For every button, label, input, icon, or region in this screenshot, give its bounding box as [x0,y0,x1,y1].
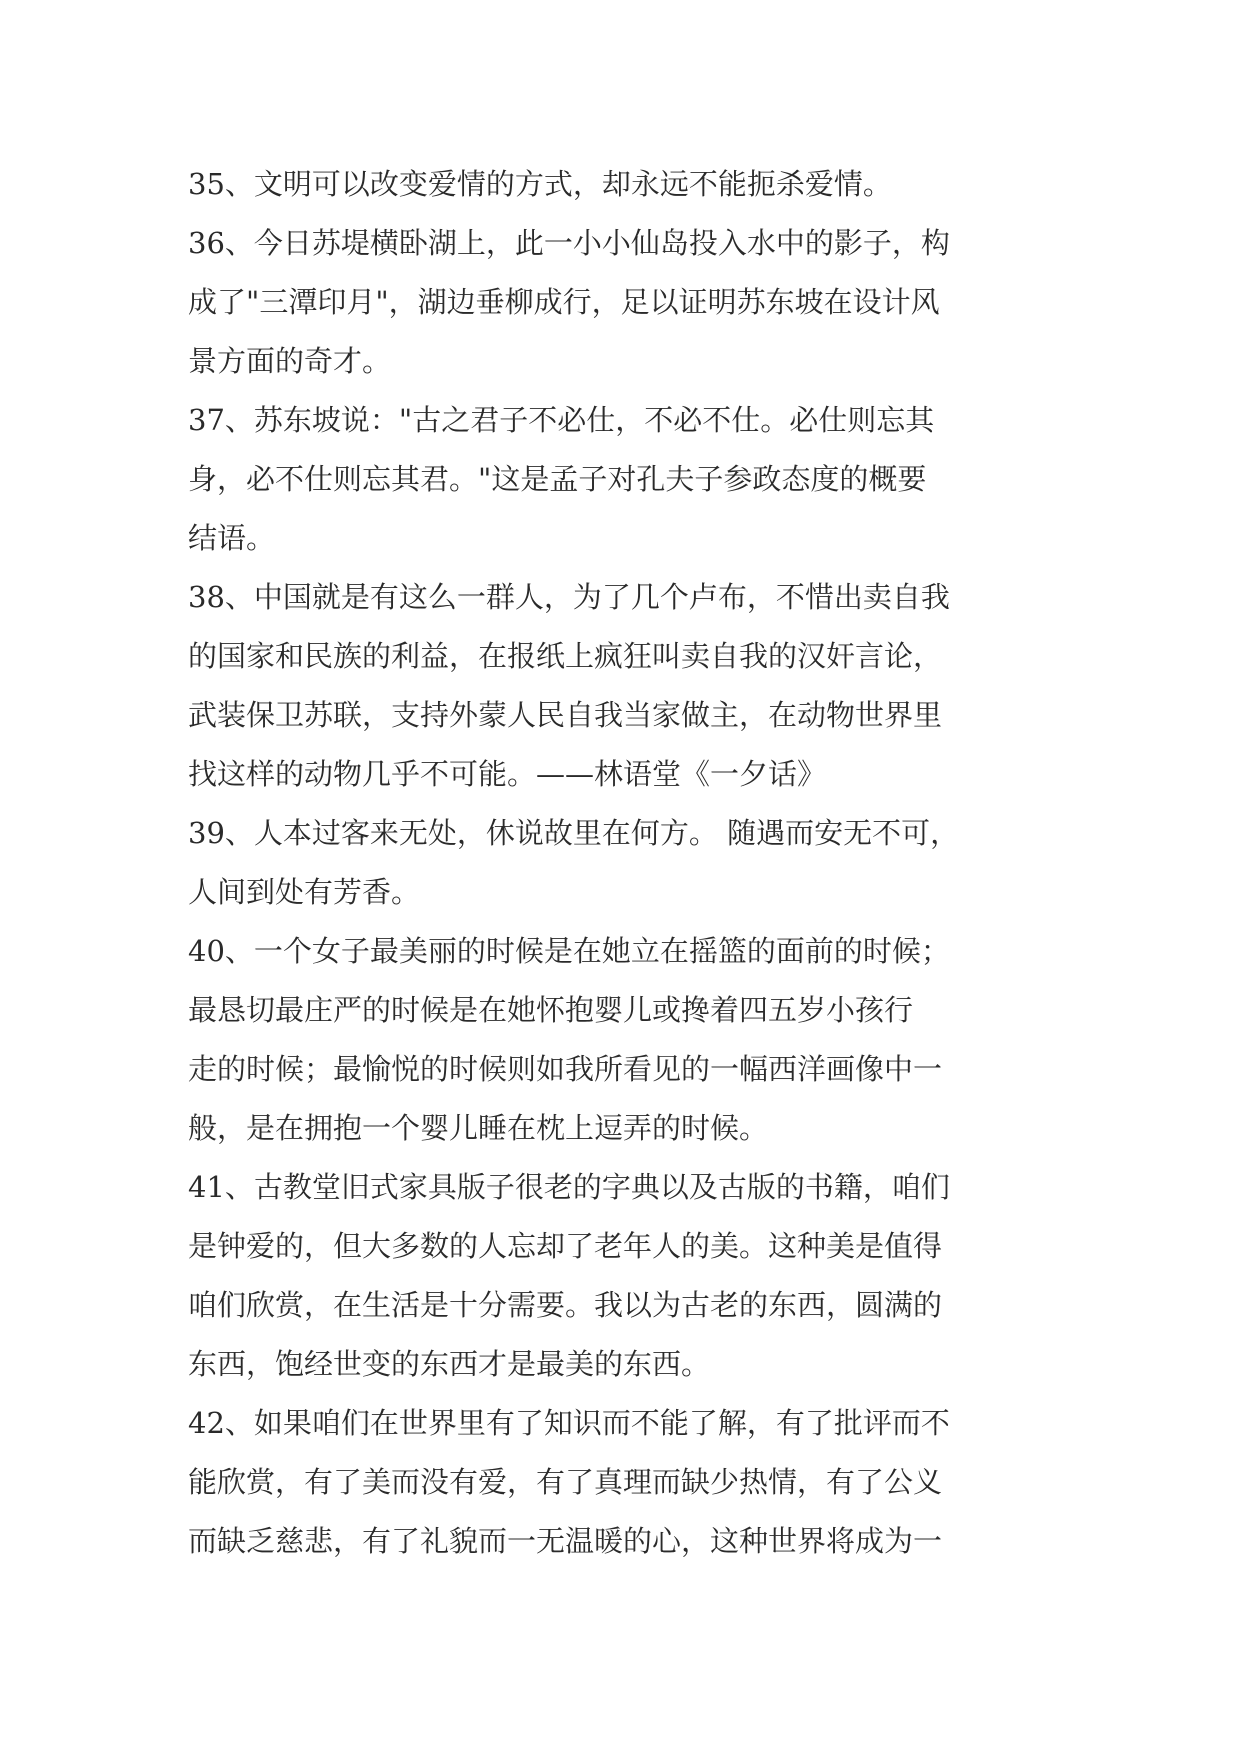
quote-40-line-1: 40、一个女子最美丽的时候是在她立在摇篮的面前的时候； [188,934,950,968]
quote-text-block [188,155,1068,1571]
quote-38-line-4: 找这样的动物几乎不可能。——林语堂《一夕话》 [188,757,827,791]
quote-36-line-2: 成了"三潭印月"，湖边垂柳成行，足以证明苏东坡在设计风 [188,285,940,319]
quote-40-line-3: 走的时候；最愉悦的时候则如我所看见的一幅西洋画像中一 [188,1052,943,1086]
quote-40-line-2: 最恳切最庄严的时候是在她怀抱婴儿或搀着四五岁小孩行 [188,993,914,1027]
quote-40-line-4: 般，是在拥抱一个婴儿睡在枕上逗弄的时候。 [188,1111,769,1145]
quote-37-line-3: 结语。 [188,521,276,555]
quote-38-line-3: 武装保卫苏联，支持外蒙人民自我当家做主，在动物世界里 [188,698,943,732]
quote-35-line-1: 35、文明可以改变爱情的方式，却永远不能扼杀爱情。 [188,167,892,201]
quote-41-line-1: 41、古教堂旧式家具版子很老的字典以及古版的书籍，咱们 [188,1170,950,1204]
quote-42-line-1: 42、如果咱们在世界里有了知识而不能了解，有了批评而不 [188,1406,950,1440]
quote-42-line-3: 而缺乏慈悲，有了礼貌而一无温暖的心，这种世界将成为一 [188,1524,943,1558]
quote-37-line-1: 37、苏东坡说："古之君子不必仕，不必不仕。必仕则忘其 [188,403,935,437]
quote-39-line-1: 39、人本过客来无处，休说故里在何方。 随遇而安无不可， [188,816,960,850]
quote-42-line-2: 能欣赏，有了美而没有爱，有了真理而缺少热情，有了公义 [188,1465,943,1499]
quote-38-line-2: 的国家和民族的利益，在报纸上疯狂叫卖自我的汉奸言论， [188,639,943,673]
quote-36-line-1: 36、今日苏堤横卧湖上，此一小小仙岛投入水中的影子，构 [188,226,950,260]
quote-39-line-2: 人间到处有芳香。 [188,875,421,909]
quote-37-line-2: 身，必不仕则忘其君。"这是孟子对孔夫子参政态度的概要 [188,462,927,496]
quote-36-line-3: 景方面的奇才。 [188,344,392,378]
quote-41-line-2: 是钟爱的，但大多数的人忘却了老年人的美。这种美是值得 [188,1229,943,1263]
quote-41-line-3: 咱们欣赏，在生活是十分需要。我以为古老的东西，圆满的 [188,1288,943,1322]
quote-41-line-4: 东西，饱经世变的东西才是最美的东西。 [188,1347,711,1381]
quote-38-line-1: 38、中国就是有这么一群人，为了几个卢布，不惜出卖自我 [188,580,950,614]
